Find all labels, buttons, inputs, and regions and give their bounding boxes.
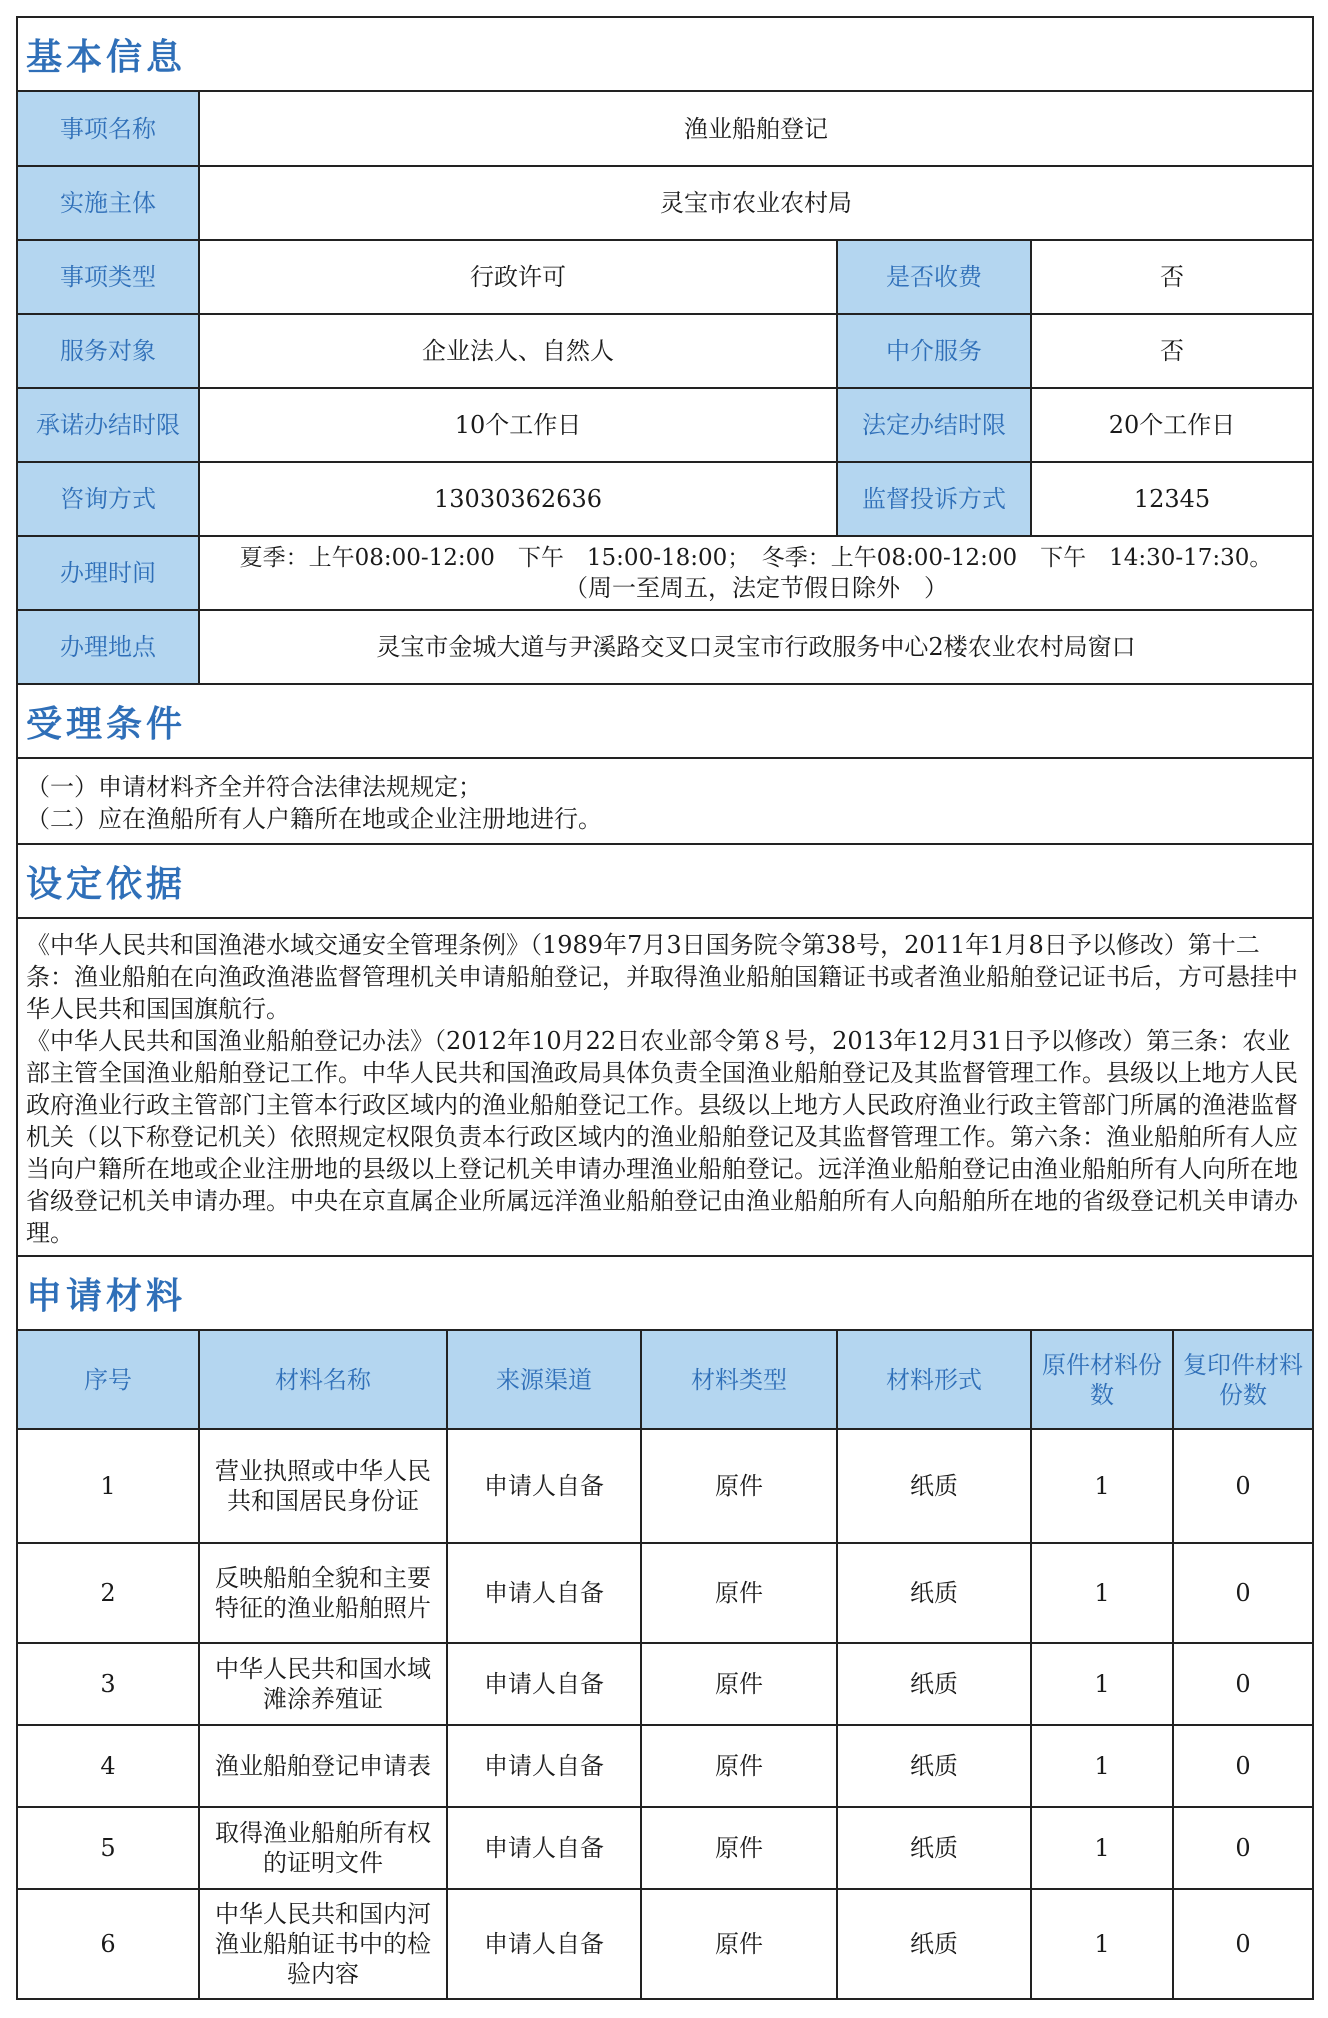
legal-time-label: 法定办结时限 [837, 388, 1031, 462]
condition-line-1: （一）申请材料齐全并符合法律法规规定； [26, 773, 482, 801]
row-name: 反映船舶全貌和主要特征的渔业船舶照片 [199, 1543, 447, 1643]
row-form: 纸质 [837, 1889, 1031, 1999]
item-name-value: 渔业船舶登记 [199, 92, 1312, 166]
row-copy-count: 0 [1173, 1543, 1312, 1643]
header-copy-count: 复印件材料份数 [1173, 1331, 1312, 1429]
complaint-label: 监督投诉方式 [837, 462, 1031, 536]
row-no: 1 [18, 1429, 199, 1543]
item-type-value: 行政许可 [199, 240, 837, 314]
row-copy-count: 0 [1173, 1807, 1312, 1889]
header-name: 材料名称 [199, 1331, 447, 1429]
consult-label: 咨询方式 [18, 462, 199, 536]
row-type: 原件 [641, 1725, 837, 1807]
consult-value: 13030362636 [199, 462, 837, 536]
row-original-count: 1 [1031, 1429, 1173, 1543]
promised-time-value: 10个工作日 [199, 388, 837, 462]
table-row [18, 1429, 1312, 1543]
hours-value [199, 536, 1312, 610]
row-copy-count: 0 [1173, 1429, 1312, 1543]
service-target-value: 企业法人、自然人 [199, 314, 837, 388]
table-row [18, 1643, 1312, 1725]
row-no: 4 [18, 1725, 199, 1807]
row-type: 原件 [641, 1807, 837, 1889]
location-label: 办理地点 [18, 610, 199, 684]
header-source: 来源渠道 [447, 1331, 641, 1429]
row-original-count: 1 [1031, 1725, 1173, 1807]
implementer-label: 实施主体 [18, 166, 199, 240]
basis-text [18, 919, 1312, 1257]
row-form: 纸质 [837, 1543, 1031, 1643]
row-form: 纸质 [837, 1429, 1031, 1543]
header-original-count: 原件材料份数 [1031, 1331, 1173, 1429]
row-original-count: 1 [1031, 1643, 1173, 1725]
basic-info-table [18, 92, 1312, 685]
table-row [18, 1725, 1312, 1807]
row-original-count: 1 [1031, 1543, 1173, 1643]
row-source: 申请人自备 [447, 1643, 641, 1725]
row-source: 申请人自备 [447, 1543, 641, 1643]
row-name: 中华人民共和国水域滩涂养殖证 [199, 1643, 447, 1725]
conditions-text [18, 759, 1312, 845]
materials-table [18, 1331, 1312, 2000]
row-source: 申请人自备 [447, 1889, 641, 1999]
row-source: 申请人自备 [447, 1429, 641, 1543]
row-type: 原件 [641, 1543, 837, 1643]
section-heading-basic: 基本信息 [18, 18, 1312, 92]
section-heading-basis: 设定依据 [18, 845, 1312, 919]
row-no: 5 [18, 1807, 199, 1889]
section-heading-materials: 申请材料 [18, 1257, 1312, 1331]
row-name: 渔业船舶登记申请表 [199, 1725, 447, 1807]
row-copy-count: 0 [1173, 1889, 1312, 1999]
row-name: 营业执照或中华人民共和国居民身份证 [199, 1429, 447, 1543]
row-no: 2 [18, 1543, 199, 1643]
table-row [18, 1543, 1312, 1643]
location-value: 灵宝市金城大道与尹溪路交叉口灵宝市行政服务中心2楼农业农村局窗口 [199, 610, 1312, 684]
legal-time-value: 20个工作日 [1031, 388, 1312, 462]
implementer-value: 灵宝市农业农村局 [199, 166, 1312, 240]
hours-line-2: （周一至周五，法定节假日除外 ） [564, 574, 948, 602]
hours-label: 办理时间 [18, 536, 199, 610]
section-heading-conditions: 受理条件 [18, 685, 1312, 759]
basis-paragraph-2: 《中华人民共和国渔业船舶登记办法》（2012年10月22日农业部令第８号，2013年12月31日予以修改）第三条：农业部主管全国渔业船舶登记工作。中华人民共和国渔政局具体负责全国渔业船舶登记及其监督管理工作。县级以上地方人民政府渔业行政主管部门主管本行政区域内的渔业船舶登记工作。县级以上地方人民政府渔业行政主管部门所属的渔港监督机关（以下称登记机关）依照规定权限负责本行政区域内的渔业船舶登记及其监督管理工作。第六条：渔业船舶所有人应当向户籍所在地或企业注册地的县级以上登记机关申请办理渔业船舶登记。远洋渔业船舶登记由渔业船舶所有人向所在地省级登记机关申请办理。中央在京直属企业所属远洋渔业船舶登记由渔业船舶所有人向船舶所在地的省级登记机关申请办理。 [26, 1027, 1298, 1247]
row-name: 取得渔业船舶所有权的证明文件 [199, 1807, 447, 1889]
header-no: 序号 [18, 1331, 199, 1429]
header-form: 材料形式 [837, 1331, 1031, 1429]
row-copy-count: 0 [1173, 1643, 1312, 1725]
row-original-count: 1 [1031, 1807, 1173, 1889]
item-name-label: 事项名称 [18, 92, 199, 166]
row-form: 纸质 [837, 1643, 1031, 1725]
row-original-count: 1 [1031, 1889, 1173, 1999]
agency-value: 否 [1031, 314, 1312, 388]
complaint-value: 12345 [1031, 462, 1312, 536]
fee-value: 否 [1031, 240, 1312, 314]
fee-label: 是否收费 [837, 240, 1031, 314]
service-guide-sheet [16, 16, 1314, 2000]
service-target-label: 服务对象 [18, 314, 199, 388]
basis-paragraph-1: 《中华人民共和国渔港水域交通安全管理条例》（1989年7月3日国务院令第38号，2011年1月8日予以修改）第十二条：渔业船舶在向渔政渔港监督管理机关申请船舶登记，并取得渔业船舶国籍证书或者渔业船舶登记证书后，方可悬挂中华人民共和国国旗航行。 [26, 931, 1298, 1023]
row-type: 原件 [641, 1643, 837, 1725]
header-type: 材料类型 [641, 1331, 837, 1429]
agency-label: 中介服务 [837, 314, 1031, 388]
row-no: 3 [18, 1643, 199, 1725]
row-source: 申请人自备 [447, 1725, 641, 1807]
row-source: 申请人自备 [447, 1807, 641, 1889]
item-type-label: 事项类型 [18, 240, 199, 314]
row-copy-count: 0 [1173, 1725, 1312, 1807]
table-row [18, 1807, 1312, 1889]
hours-line-1: 夏季：上午08:00-12:00 下午 15:00-18:00； 冬季：上午08:00-12:00 下午 14:30-17:30。 [239, 545, 1273, 571]
row-name: 中华人民共和国内河渔业船舶证书中的检验内容 [199, 1889, 447, 1999]
row-form: 纸质 [837, 1807, 1031, 1889]
condition-line-2: （二）应在渔船所有人户籍所在地或企业注册地进行。 [26, 805, 602, 833]
row-no: 6 [18, 1889, 199, 1999]
row-type: 原件 [641, 1889, 837, 1999]
row-form: 纸质 [837, 1725, 1031, 1807]
row-type: 原件 [641, 1429, 837, 1543]
table-row [18, 1889, 1312, 1999]
promised-time-label: 承诺办结时限 [18, 388, 199, 462]
